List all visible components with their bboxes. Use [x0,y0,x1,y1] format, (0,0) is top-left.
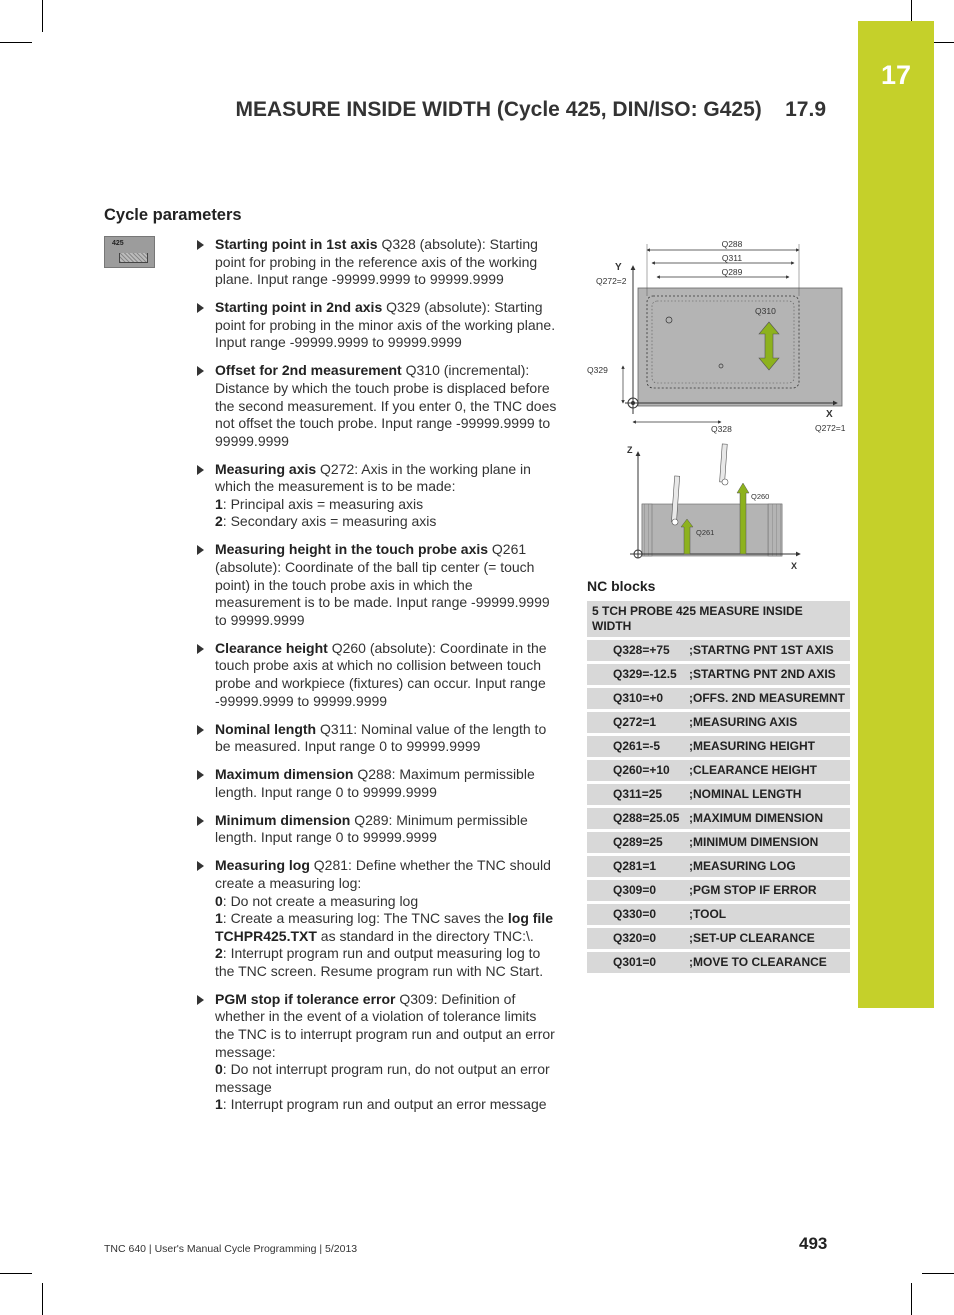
param-text: Q329 (absolute): Starting point for probing in the minor axis of the working plane. Input range -99999.9999 to 99999.9999 [215,299,556,351]
table-row [587,928,850,952]
nc-comment: ;MINIMUM DIMENSION [685,832,850,856]
table-row [587,832,850,856]
option-bold: log file TCHPR425.TXT [215,910,553,944]
x-axis-label: X [791,561,798,571]
crop-mark [0,1273,32,1274]
workpiece-icon [119,253,148,263]
footer-text: TNC 640 | User's Manual Cycle Programming | 5/2013 [104,1243,358,1255]
nc-param: Q281=1 [587,856,685,880]
param-item [194,236,558,289]
nc-param: Q261=-5 [587,736,685,760]
nc-comment: ;MAXIMUM DIMENSION [685,808,850,832]
q261-label: Q261 [696,528,715,537]
header-title: MEASURE INSIDE WIDTH (Cycle 425, DIN/ISO: G425) [235,98,762,121]
option-key: 2 [215,945,223,962]
option-key: 0 [215,1061,223,1078]
crop-mark [922,1273,954,1274]
option-text: : Interrupt program run and output measuring log to the TNC screen. Resume program run with NC Start. [215,945,544,979]
option-key: 1 [215,1096,223,1113]
nc-comment: ;MEASURING AXIS [685,712,850,736]
bullet-arrow-icon [197,995,204,1005]
table-row [587,904,850,928]
table-row [587,952,850,976]
param-item [194,812,558,847]
param-term: PGM stop if tolerance error [215,990,396,1007]
q311-label: Q311 [721,253,743,263]
option-text: : Create a measuring log: The TNC saves the [222,910,508,927]
chapter-number: 17 [880,60,912,90]
nc-param: Q320=0 [587,928,685,952]
param-term: Measuring axis [215,460,317,477]
param-text: Q281: Define whether the TNC should create a measuring log: [215,857,551,891]
option-text: : Do not create a measuring log [222,892,419,909]
option-text: : Do not interrupt program run, do not output an error message [215,1061,550,1095]
x-axis-label: X [826,409,833,420]
nc-param: Q288=25.05 [587,808,685,832]
section-title: Cycle parameters [104,206,242,224]
probe-tip [722,479,728,485]
nc-param: Q272=1 [587,712,685,736]
workpiece-rect [638,288,842,406]
table-header-row [587,601,850,640]
param-text: Q311: Nominal value of the length to be measured. Input range 0 to 99999.9999 [215,720,547,755]
param-term: Measuring log [215,857,310,874]
option-key: 1 [215,495,223,512]
cycle-425-icon [104,236,155,268]
param-item [194,541,558,629]
page-number: 493 [799,1234,828,1253]
crop-mark [42,1283,43,1315]
crop-mark [911,1283,912,1315]
nc-comment: ;SET-UP CLEARANCE [685,928,850,952]
param-item [194,640,558,710]
param-item [194,461,558,531]
param-term: Clearance height [215,639,328,656]
nc-param: Q311=25 [587,784,685,808]
param-term: Minimum dimension [215,811,351,828]
crop-mark [0,42,32,43]
top-view-diagram [585,234,855,436]
bullet-arrow-icon [197,861,204,871]
table-row [587,664,850,688]
table-row [587,736,850,760]
table-row [587,760,850,784]
q289-label: Q289 [721,267,743,277]
param-item [194,721,558,756]
table-row [587,784,850,808]
q329-label: Q329 [587,365,608,375]
table-row [587,808,850,832]
param-term: Starting point in 1st axis [215,236,378,252]
bullet-arrow-icon [197,725,204,735]
parameter-list [194,236,558,1124]
nc-comment: ;MEASURING HEIGHT [685,736,850,760]
nc-comment: ;MOVE TO CLEARANCE [685,952,850,976]
q310-label: Q310 [755,306,776,316]
param-term: Offset for 2nd measurement [215,362,402,379]
nc-param: Q329=-12.5 [587,664,685,688]
q272-2-label: Q272=2 [596,276,627,286]
param-item [194,857,558,980]
nc-param: Q328=+75 [587,640,685,664]
table-row [587,640,850,664]
param-text: Q310 (incremental): Distance by which the touch probe is displaced before the second measurement. If you enter 0, the TNC does not offset the touch probe. Input range -99999.9999 to 99999.9999 [215,362,557,449]
table-row [587,856,850,880]
param-term: Starting point in 2nd axis [215,299,383,316]
q288-label: Q288 [721,239,743,249]
param-term: Maximum dimension [215,766,354,783]
param-text: Q288: Maximum permissible length. Input range 0 to 99999.9999 [215,766,535,800]
q272-1-label: Q272=1 [815,423,846,433]
nc-comment: ;STARTNG PNT 1ST AXIS [685,640,850,664]
option-text: as standard in the directory TNC:\. [316,927,534,944]
bullet-arrow-icon [197,303,204,313]
nc-param: Q310=+0 [587,688,685,712]
param-text: Q309: Definition of whether in the event of a violation of tolerance limits the TNC is to interrupt program run and output an error message: [215,990,555,1060]
nc-param: Q301=0 [587,952,685,976]
param-text: Q289: Minimum permissible length. Input range 0 to 99999.9999 [215,811,528,846]
bullet-arrow-icon [197,770,204,780]
bullet-arrow-icon [197,465,204,475]
cycle-icon-label: 425 [112,240,124,247]
nc-param: Q330=0 [587,904,685,928]
side-view-diagram [620,440,810,572]
param-item [194,991,558,1114]
option-text: : Interrupt program run and output an error message [222,1096,547,1113]
option-text: : Secondary axis = measuring axis [222,513,437,530]
bullet-arrow-icon [197,240,204,250]
touch-probe [720,444,728,482]
param-text: Q260 (absolute): Coordinate in the touch probe axis at which no collision between touch probe and workpiece (fixtures) can occur. Input range -99999.9999 to 99999.9999 [215,639,547,709]
param-item [194,362,558,450]
pocket-wall-right [768,504,782,556]
option-key: 1 [215,910,223,927]
nc-comment: ;TOOL [685,904,850,928]
q328-label: Q328 [711,424,732,434]
nc-comment: ;STARTNG PNT 2ND AXIS [685,664,850,688]
nc-comment: ;OFFS. 2ND MEASUREMNT [685,688,850,712]
param-text: Q261 (absolute): Coordinate of the ball tip center (= touch point) in the touch probe axis in which the measurement is to be made. Input range -99999.9999 to 99999.9999 [215,541,550,628]
chapter-tab [858,21,934,1008]
bullet-arrow-icon [197,366,204,376]
probe-tip [672,519,678,525]
table-row [587,880,850,904]
section-number: 17.9 [785,98,826,121]
nc-blocks-title: NC blocks [587,578,656,594]
bullet-arrow-icon [197,545,204,555]
bullet-arrow-icon [197,816,204,826]
nc-comment: ;CLEARANCE HEIGHT [685,760,850,784]
z-axis-label: Z [627,445,633,455]
nc-comment: ;NOMINAL LENGTH [685,784,850,808]
pocket-wall-left [642,504,652,556]
nc-param: Q309=0 [587,880,685,904]
table-row [587,688,850,712]
param-item [194,766,558,801]
nc-param: Q289=25 [587,832,685,856]
nc-comment: ;PGM STOP IF ERROR [685,880,850,904]
nc-blocks-table [587,601,850,976]
q260-label: Q260 [751,492,770,501]
param-term: Measuring height in the touch probe axis [215,541,489,558]
option-text: : Principal axis = measuring axis [222,495,424,512]
nc-header: 5 TCH PROBE 425 MEASURE INSIDE WIDTH [587,601,850,640]
page-header [235,98,826,122]
table-row [587,712,850,736]
origin-dot [631,401,635,405]
option-key: 0 [215,892,223,909]
param-term: Nominal length [215,720,317,737]
param-text: Q328 (absolute): Starting point for probing in the reference axis of the working plane. Input range -99999.9999 to 99999.9999 [215,236,538,288]
option-key: 2 [215,513,223,530]
nc-param: Q260=+10 [587,760,685,784]
bullet-arrow-icon [197,644,204,654]
crop-mark [42,0,43,32]
nc-comment: ;MEASURING LOG [685,856,850,880]
param-item [194,299,558,352]
param-text: Q272: Axis in the working plane in which the measurement is to be made: [215,460,531,495]
y-axis-label: Y [615,262,622,273]
